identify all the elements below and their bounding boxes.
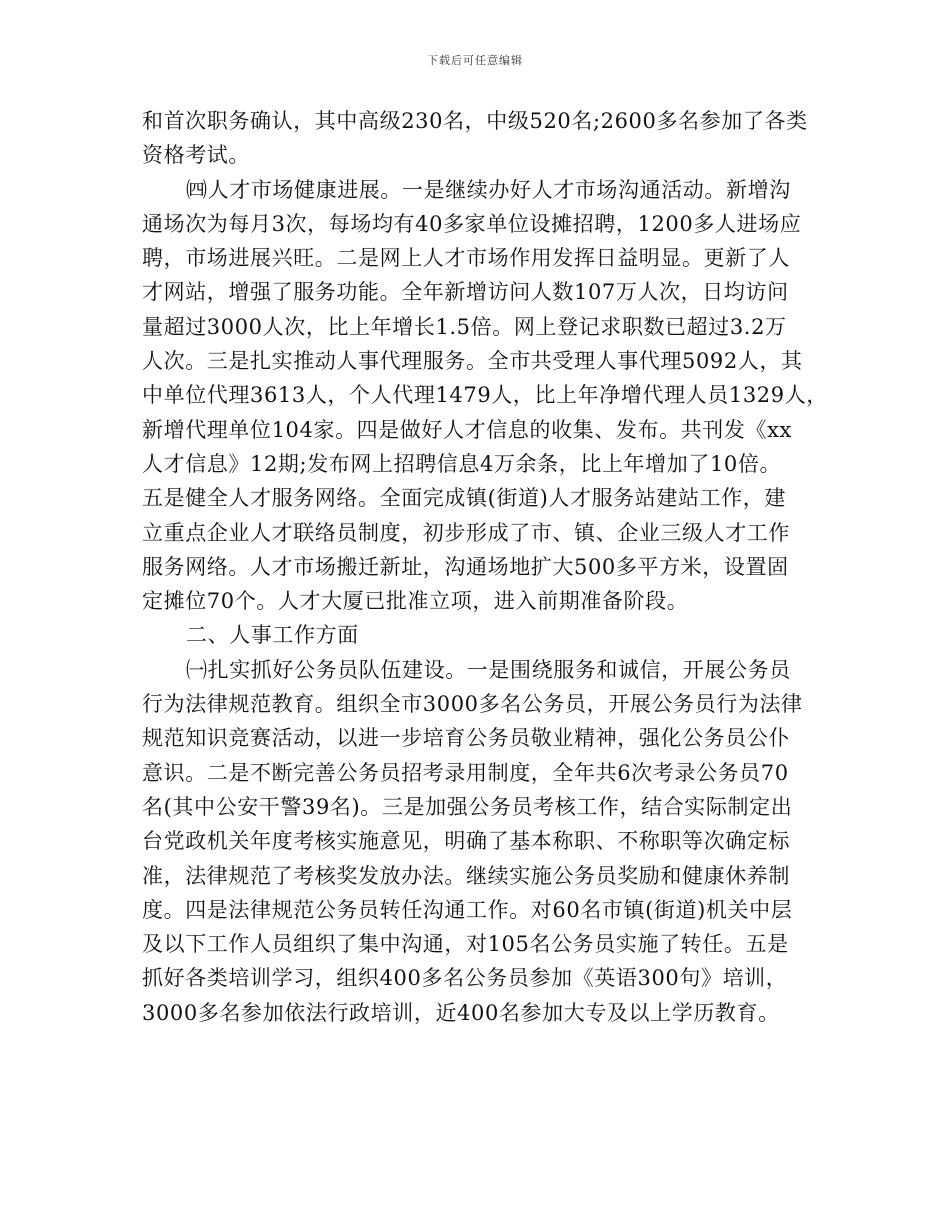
text-line: 台党政机关年度考核实施意见，明确了基本称职、不称职等次确定标: [142, 829, 790, 854]
text-line: 定摊位70个。人才大厦已批准立项，进入前期准备阶段。: [142, 589, 689, 614]
text-line: 准，法律规范了考核奖发放办法。继续实施公务员奖励和健康休养制: [142, 863, 790, 888]
text-line: 人次。三是扎实推动人事代理服务。全市共受理人事代理5092人，其: [142, 349, 803, 374]
text-line: 资格考试。: [142, 143, 250, 168]
text-line: 3000多名参加依法行政培训，近400名参加大专及以上学历教育。: [142, 1000, 780, 1025]
text-line: 中单位代理3613人，个人代理1479人，比上年净增代理人员1329人，: [142, 383, 828, 408]
text-line: 行为法律规范教育。组织全市3000多名公务员，开展公务员行为法律: [142, 692, 803, 717]
text-line: 二、人事工作方面: [186, 623, 359, 648]
text-line: 五是健全人才服务网络。全面完成镇(街道)人才服务站建站工作，建: [142, 486, 786, 511]
text-line: ㈣人才市场健康进展。一是继续办好人才市场沟通活动。新增沟: [186, 177, 791, 202]
text-line: 通场次为每月3次，每场均有40多家单位设摊招聘，1200多人进场应: [142, 211, 802, 236]
text-line: 抓好各类培训学习，组织400多名公务员参加《英语300句》培训，: [142, 966, 788, 991]
text-line: 新增代理单位104家。四是做好人才信息的收集、发布。共刊发《xx: [142, 417, 792, 442]
text-line: 名(其中公安干警39名)。三是加强公务员考核工作，结合实际制定出: [142, 794, 793, 819]
text-line: 才网站，增强了服务功能。全年新增访问人数107万人次，日均访问: [142, 280, 789, 305]
text-line: 规范知识竞赛活动，以进一步培育公务员敬业精神，强化公务员公仆: [142, 726, 790, 751]
text-line: 及以下工作人员组织了集中沟通，对105名公务员实施了转任。五是: [142, 932, 789, 957]
text-line: 度。四是法律规范公务员转任沟通工作。对60名市镇(街道)机关中层: [142, 897, 793, 922]
text-line: 和首次职务确认，其中高级230名，中级520名;2600多名参加了各类: [142, 109, 808, 133]
text-line: 聘，市场进展兴旺。二是网上人才市场作用发挥日益明显。更新了人: [142, 246, 790, 271]
text-line: 意识。二是不断完善公务员招考录用制度，全年共6次考录公务员70: [142, 760, 789, 785]
document-body: [142, 104, 828, 1030]
text-line: ㈠扎实抓好公务员队伍建设。一是围绕服务和诚信，开展公务员: [186, 657, 791, 682]
text-line: 量超过3000人次，比上年增长1.5倍。网上登记求职数已超过3.2万: [142, 314, 787, 339]
text-line: 立重点企业人才联络员制度，初步形成了市、镇、企业三级人才工作: [142, 520, 790, 545]
text-line: 人才信息》12期;发布网上招聘信息4万余条，比上年增加了10倍。: [142, 451, 782, 476]
page-header-note: 下载后可任意编辑: [427, 54, 523, 67]
text-line: 服务网络。人才市场搬迁新址，沟通场地扩大500多平方米，设置固: [142, 554, 789, 579]
